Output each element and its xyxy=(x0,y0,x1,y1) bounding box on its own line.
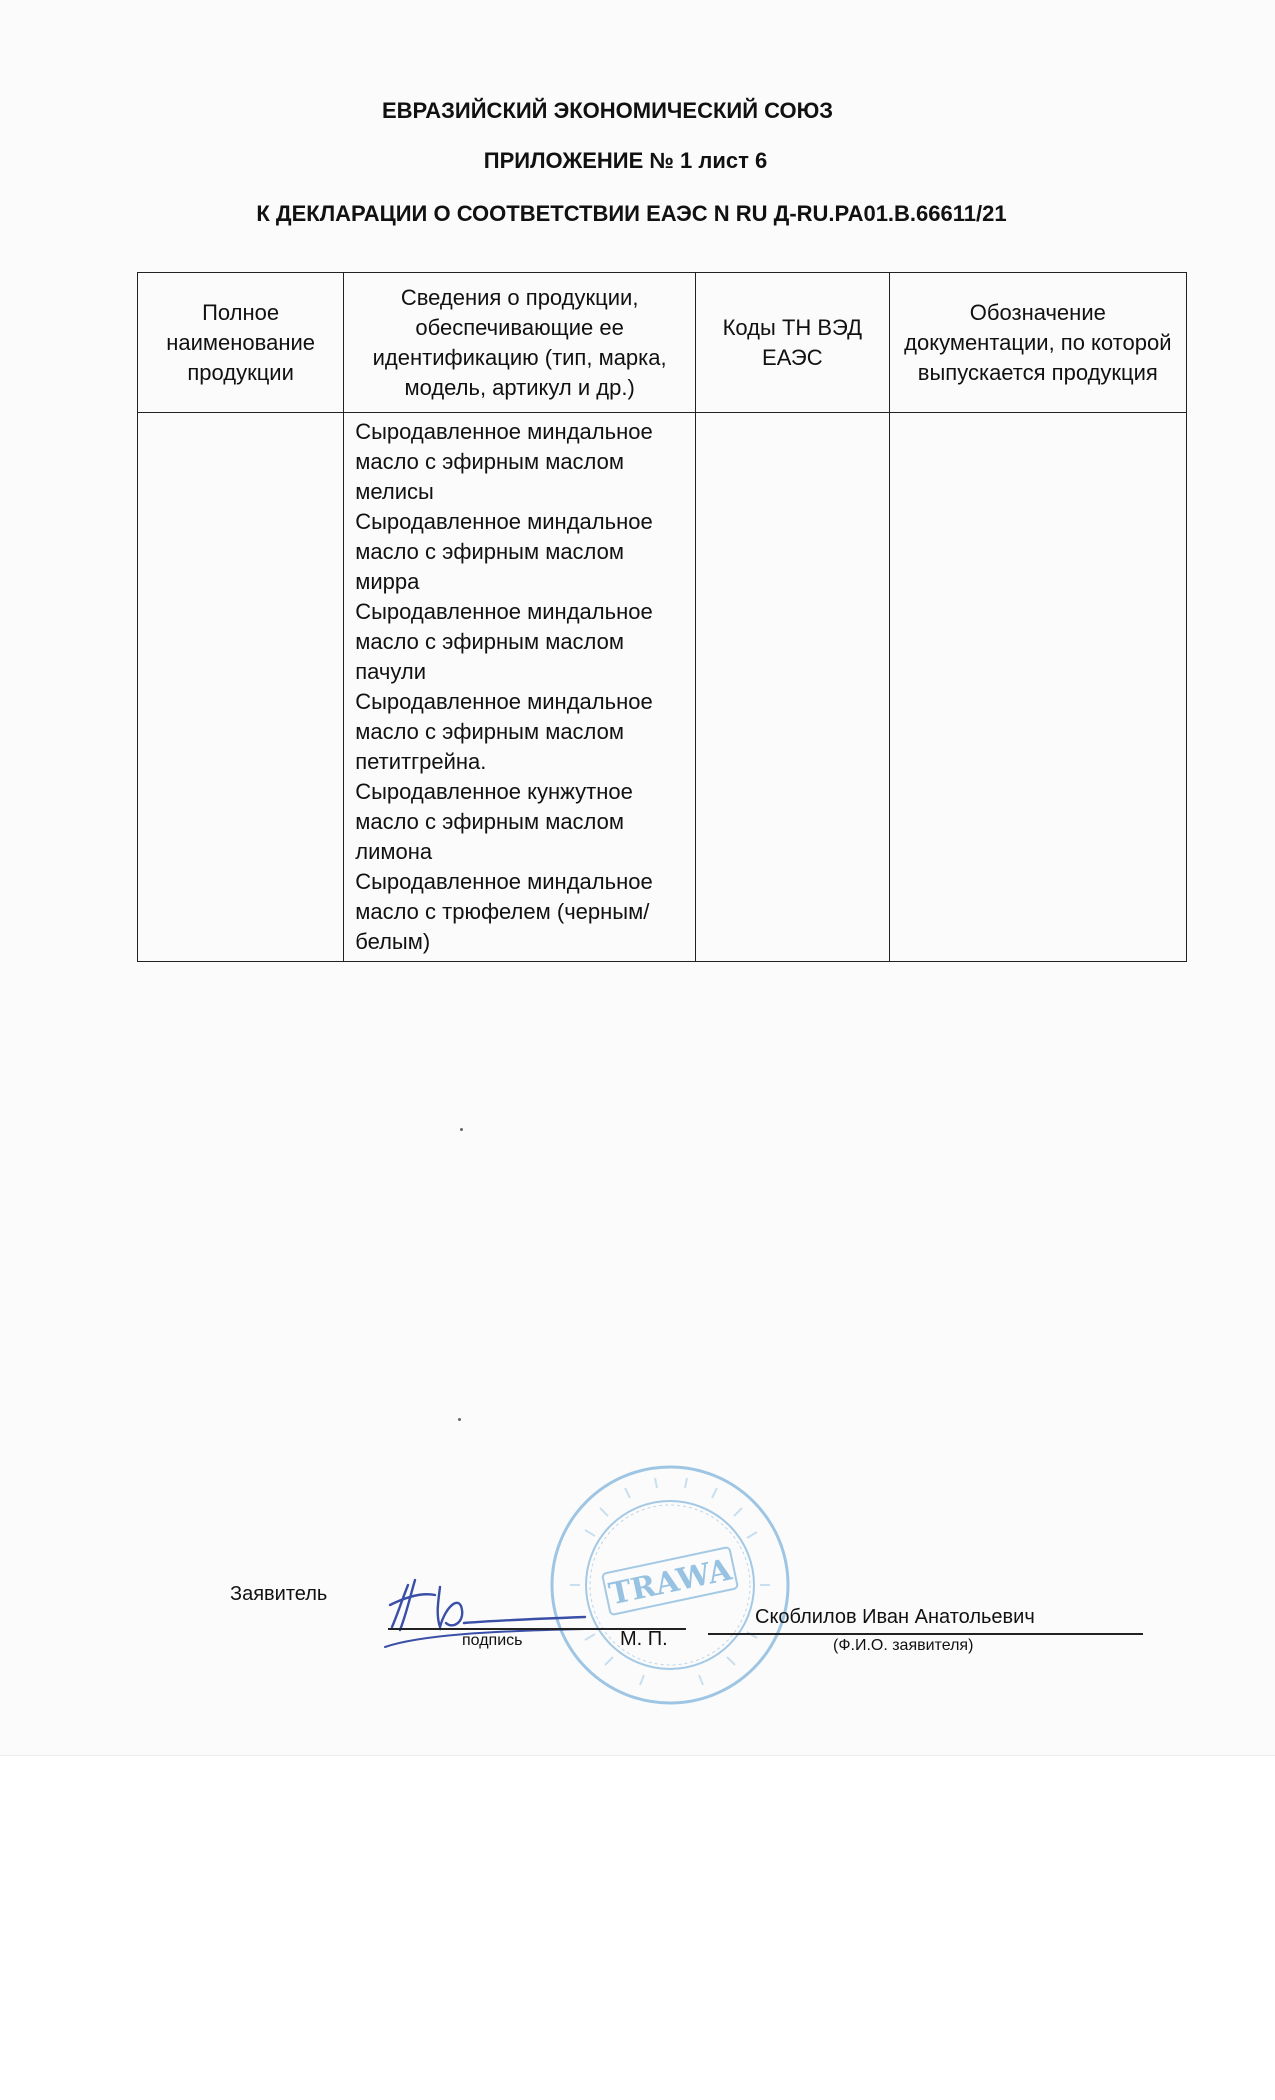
product-item: Сыродавленное миндальное масло с трюфелем (черным/белым) xyxy=(355,869,653,954)
applicant-label: Заявитель xyxy=(230,1583,328,1605)
column-header-details: Сведения о продукции, обеспечивающие ее идентификацию (тип, марка, модель, артикул и др.) xyxy=(344,273,696,413)
cell-codes xyxy=(696,413,890,962)
applicant-name: Скоблилов Иван Анатольевич xyxy=(755,1606,1035,1628)
declaration-title: К ДЕКЛАРАЦИИ О СООТВЕТСТВИИ ЕАЭС N RU Д-RU.PA01.B.66611/21 xyxy=(256,201,1007,226)
signature-caption: подпись xyxy=(462,1632,523,1649)
column-header-codes: Коды ТН ВЭД ЕАЭС xyxy=(696,273,890,413)
table-header-row xyxy=(138,273,1187,413)
product-item: Сыродавленное миндальное масло с эфирным маслом мирра xyxy=(355,509,653,594)
product-item: Сыродавленное кунжутное масло с эфирным маслом лимона xyxy=(355,779,633,864)
cell-name xyxy=(138,413,344,962)
name-caption: (Ф.И.О. заявителя) xyxy=(833,1637,974,1654)
seal-caption: М. П. xyxy=(620,1628,668,1650)
union-title: ЕВРАЗИЙСКИЙ ЭКОНОМИЧЕСКИЙ СОЮЗ xyxy=(381,98,834,123)
scan-speck xyxy=(458,1418,461,1421)
cell-docs xyxy=(889,413,1186,962)
column-header-docs: Обозначение документации, по которой выпускается продукция xyxy=(889,273,1186,413)
product-item: Сыродавленное миндальное масло с эфирным маслом мелисы xyxy=(355,419,653,504)
cell-details xyxy=(344,413,696,962)
table-row xyxy=(138,413,1187,962)
scan-speck xyxy=(460,1128,463,1131)
column-header-name: Полное наименование продукции xyxy=(138,273,344,413)
stamp-center-text: TRAWA xyxy=(605,1552,735,1613)
name-line xyxy=(708,1633,1143,1635)
product-item: Сыродавленное миндальное масло с эфирным маслом петитгрейна. xyxy=(355,689,653,774)
products-table xyxy=(137,272,1187,962)
annex-title: ПРИЛОЖЕНИЕ № 1 лист 6 xyxy=(483,148,768,173)
product-item: Сыродавленное миндальное масло с эфирным маслом пачули xyxy=(355,599,653,684)
